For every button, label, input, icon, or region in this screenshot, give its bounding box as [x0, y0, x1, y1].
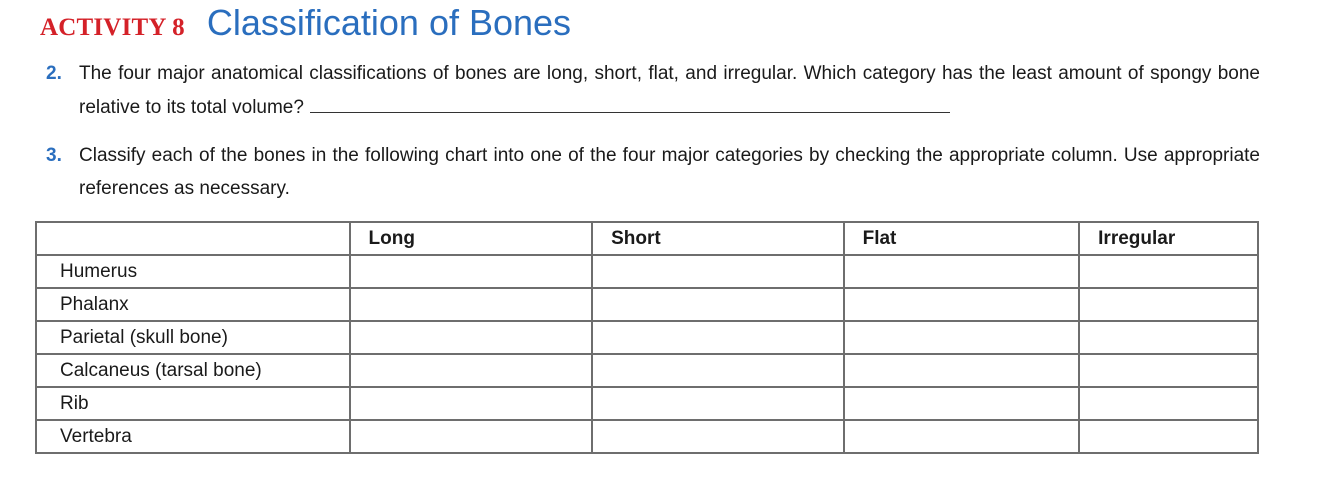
check-cell-flat[interactable] [844, 288, 1080, 321]
check-cell-long[interactable] [350, 288, 593, 321]
bone-classification-table [35, 221, 1259, 454]
check-cell-short[interactable] [592, 420, 844, 453]
table-header-row [36, 222, 1258, 255]
check-cell-irregular[interactable] [1079, 288, 1258, 321]
check-cell-flat[interactable] [844, 387, 1080, 420]
question-number: 2. [46, 63, 62, 84]
column-header-long: Long [350, 222, 593, 255]
check-cell-irregular[interactable] [1079, 321, 1258, 354]
check-cell-flat[interactable] [844, 420, 1080, 453]
table-row [36, 288, 1258, 321]
check-cell-flat[interactable] [844, 321, 1080, 354]
page-title: Classification of Bones [206, 2, 572, 43]
activity-label: ACTIVITY 8 [40, 14, 185, 41]
bone-name: Calcaneus (tarsal bone) [36, 354, 350, 387]
table-row [36, 420, 1258, 453]
bone-name: Humerus [36, 255, 350, 288]
check-cell-short[interactable] [592, 255, 844, 288]
bone-name: Rib [36, 387, 350, 420]
table-row [36, 255, 1258, 288]
column-header-irregular: Irregular [1079, 222, 1258, 255]
check-cell-long[interactable] [350, 321, 593, 354]
table-row [36, 354, 1258, 387]
question-text: The four major anatomical classifications of bones are long, short, flat, and irregular. Which category has the least amount of spongy bone relative to its total volume? [79, 63, 1260, 118]
check-cell-irregular[interactable] [1079, 387, 1258, 420]
check-cell-short[interactable] [592, 354, 844, 387]
check-cell-short[interactable] [592, 321, 844, 354]
check-cell-irregular[interactable] [1079, 420, 1258, 453]
check-cell-long[interactable] [350, 387, 593, 420]
column-header-blank [36, 222, 350, 255]
bone-name: Parietal (skull bone) [36, 321, 350, 354]
check-cell-irregular[interactable] [1079, 255, 1258, 288]
check-cell-short[interactable] [592, 288, 844, 321]
answer-line[interactable] [310, 90, 950, 113]
bone-name: Phalanx [36, 288, 350, 321]
check-cell-short[interactable] [592, 387, 844, 420]
question-text: Classify each of the bones in the following chart into one of the four major categories by checking the appropriate column. Use appropriate references as necessary. [79, 145, 1260, 199]
question-3 [46, 139, 1260, 205]
question-2 [46, 57, 1260, 124]
column-header-short: Short [592, 222, 844, 255]
column-header-flat: Flat [844, 222, 1080, 255]
check-cell-flat[interactable] [844, 354, 1080, 387]
table-row [36, 321, 1258, 354]
check-cell-irregular[interactable] [1079, 354, 1258, 387]
check-cell-long[interactable] [350, 354, 593, 387]
bone-name: Vertebra [36, 420, 350, 453]
check-cell-long[interactable] [350, 255, 593, 288]
activity-header [40, 2, 571, 44]
check-cell-long[interactable] [350, 420, 593, 453]
table-row [36, 387, 1258, 420]
check-cell-flat[interactable] [844, 255, 1080, 288]
question-number: 3. [46, 145, 62, 166]
